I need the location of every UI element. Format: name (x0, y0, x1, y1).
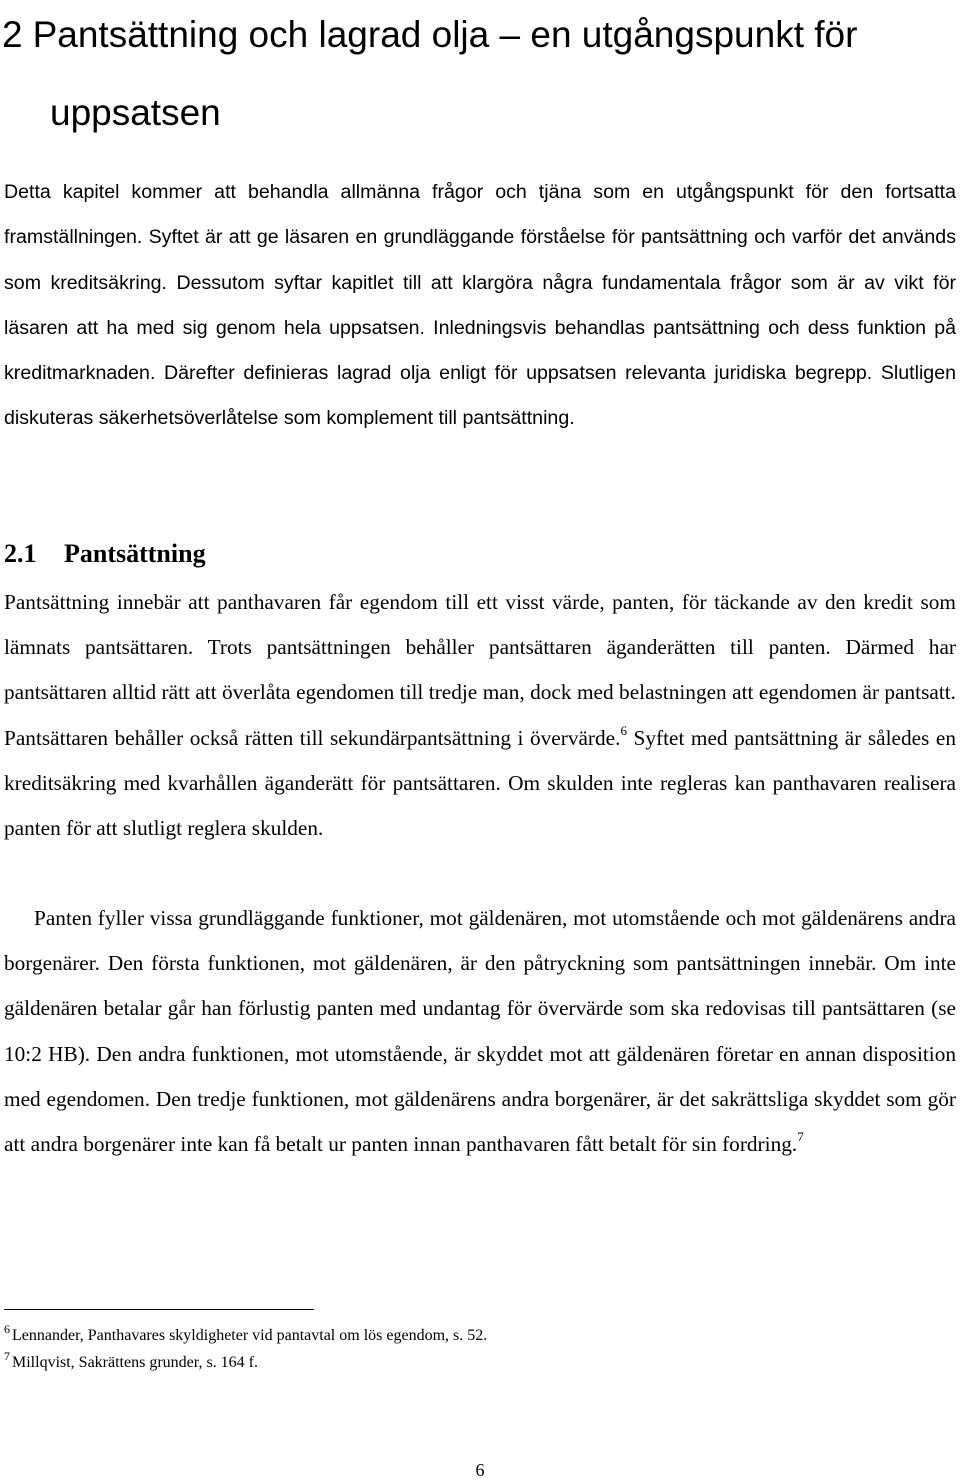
chapter-title-line1: Pantsättning och lagrad olja – en utgångspunkt för (32, 14, 858, 55)
chapter-number: 2 (2, 14, 23, 55)
body-paragraph-1 (4, 580, 956, 851)
paragraph-1-text-b: Syftet med pantsättning är således en kreditsäkring med kvarhållen äganderätt för pantsättaren. Om skulden inte regleras kan panthavaren realisera panten för att slutligt reglera skulden. (4, 725, 956, 841)
section-number: 2.1 (4, 539, 37, 568)
footnote-item (4, 1349, 944, 1376)
body-paragraph-2 (4, 896, 956, 1167)
footnote-ref-7[interactable]: 7 (797, 1129, 804, 1145)
footnote-text: Millqvist, Sakrättens grunder, s. 164 f. (12, 1354, 258, 1371)
section-heading (4, 534, 206, 574)
footnotes (4, 1322, 944, 1376)
footnote-number: 6 (4, 1322, 10, 1336)
footnote-divider (4, 1309, 314, 1310)
section-title: Pantsättning (64, 539, 206, 568)
footnote-ref-6[interactable]: 6 (620, 722, 627, 738)
footnote-item (4, 1322, 944, 1349)
page-number: 6 (475, 1460, 485, 1480)
paragraph-2-text: Panten fyller vissa grundläggande funktioner, mot gäldenären, mot utomstående och mot gäldenärens andra borgenärer. Den första funktionen, mot gäldenären, är den påtryckning som pantsättningen innebär. Om inte gäldenären betalar går han förlustig panten med undantag för övervärde som ska redovisas till pantsättaren (se 10:2 HB). Den andra funktionen, mot utomstående, är skyddet mot att gäldenären företar en annan disposition med egendomen. Den tredje funktionen, mot gäldenärens andra borgenärer, är det sakrättsliga skyddet som gör att andra borgenärer inte kan få betalt ur panten innan panthavaren fått betalt för sin fordring. (4, 906, 956, 1157)
intro-paragraph: Detta kapitel kommer att behandla allmänna frågor och tjäna som en utgångspunkt för den fortsatta framställningen. Syftet är att ge läsaren en grundläggande förståelse för pantsättning och varför det används som kreditsäkring. Dessutom syftar kapitlet till att klargöra några fundamentala frågor som är av vikt för läsaren att ha med sig genom hela uppsatsen. Inledningsvis behandlas pantsättning och dess funktion på kreditmarknaden. Därefter definieras lagrad olja enligt för uppsatsen relevanta juridiska begrepp. Slutligen diskuteras säkerhetsöverlåtelse som komplement till pantsättning. (4, 181, 956, 430)
footnote-text: Lennander, Panthavares skyldigheter vid pantavtal om lös egendom, s. 52. (12, 1327, 488, 1344)
paragraph-1-text-a: Pantsättning innebär att panthavaren får egendom till ett visst värde, panten, för täckande av den kredit som lämnats pantsättaren. Trots pantsättningen behåller pantsättaren äganderätten till panten. Därmed har pantsättaren alltid rätt att överlåta egendomen till tredje man, dock med belastningen att egendomen är pantsatt. Pantsättaren behåller också rätten till sekundärpantsättning i övervärde. (4, 590, 956, 750)
chapter-heading (2, 0, 952, 152)
chapter-title-line2: uppsatsen (50, 92, 221, 133)
footnote-number: 7 (4, 1349, 10, 1363)
